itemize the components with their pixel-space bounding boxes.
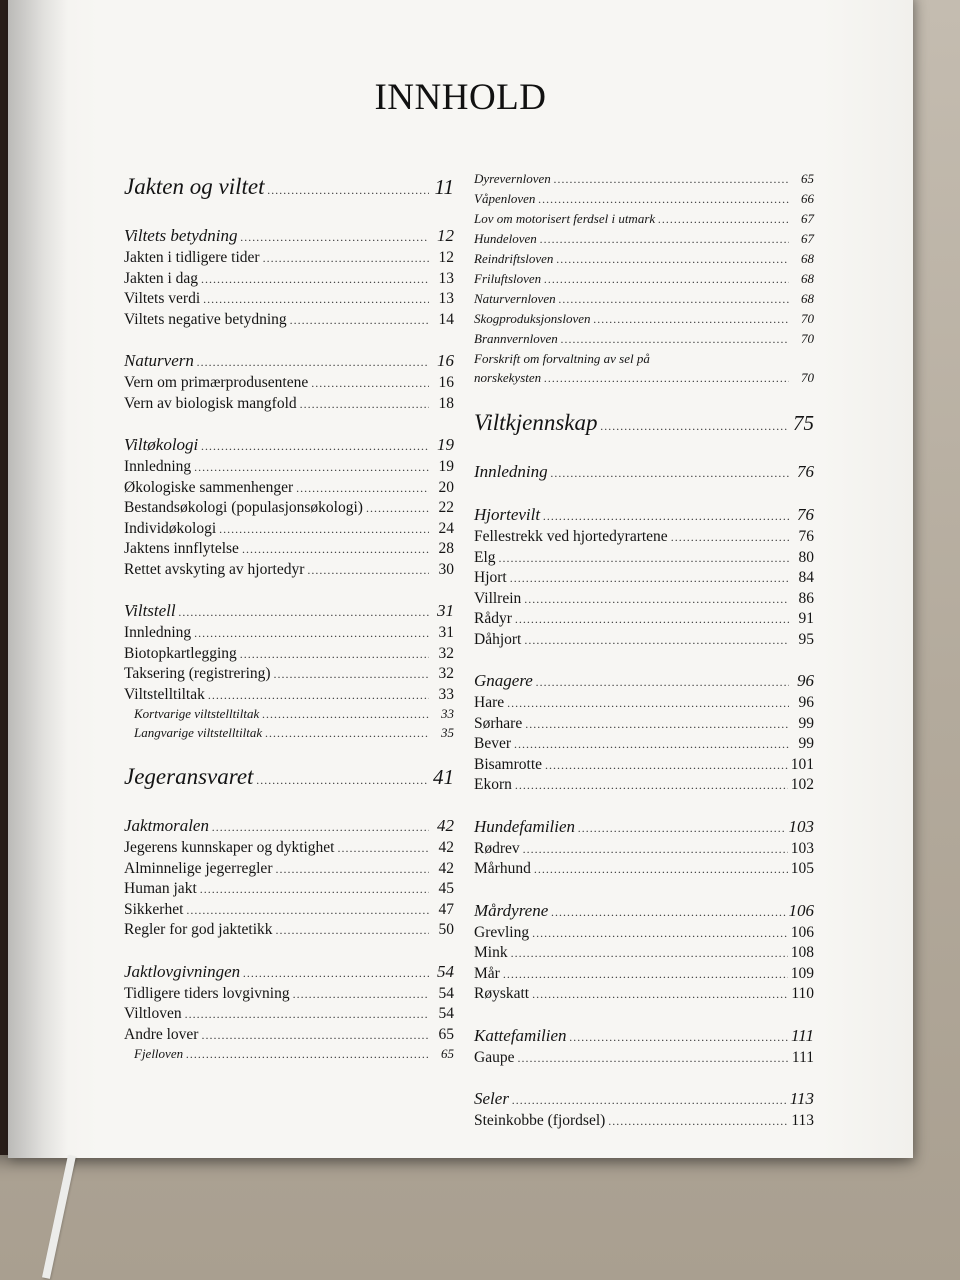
toc-entry-page: 12	[437, 226, 454, 245]
toc-entry-page: 111	[791, 1048, 814, 1066]
toc-entry	[124, 539, 454, 560]
toc-entry-page: 20	[438, 478, 454, 496]
toc-leader-dots	[275, 860, 429, 880]
toc-entry	[474, 670, 814, 693]
toc-entry-page: 22	[438, 499, 454, 516]
toc-entry-title: Sikkerhet	[124, 900, 184, 918]
toc-entry-page: 41	[433, 765, 454, 789]
toc-entry-page: 91	[798, 610, 814, 627]
toc-leader-dots	[524, 631, 789, 651]
toc-leader-dots	[265, 724, 429, 743]
toc-entry	[124, 519, 454, 540]
toc-leader-dots	[203, 290, 429, 310]
toc-entry	[474, 589, 814, 610]
toc-entry	[474, 775, 814, 796]
toc-entry-page: 66	[801, 191, 814, 206]
toc-entry	[474, 755, 814, 776]
toc-entry-title: Viltets negative betydning	[124, 310, 287, 328]
toc-entry-title: Viltstell	[124, 601, 176, 620]
toc-entry-page: 11	[434, 175, 454, 199]
toc-entry-page: 42	[438, 859, 454, 877]
toc-entry	[474, 1025, 814, 1048]
toc-entry-page: 70	[801, 331, 814, 346]
toc-entry	[474, 269, 814, 289]
toc-entry-page: 108	[790, 944, 814, 961]
toc-entry-title: Gnagere	[474, 671, 533, 690]
toc-entry-page: 99	[798, 714, 814, 732]
toc-entry-title: Sørhare	[474, 714, 523, 732]
toc-leader-dots	[311, 374, 429, 394]
toc-entry	[474, 693, 814, 714]
toc-leader-dots	[545, 756, 788, 776]
toc-leader-dots	[200, 880, 429, 900]
toc-entry-page: 80	[798, 548, 814, 566]
toc-leader-dots	[201, 270, 429, 290]
toc-leader-dots	[262, 705, 429, 724]
toc-leader-dots	[293, 985, 429, 1005]
toc-entry-page: 113	[791, 1112, 814, 1129]
toc-entry	[124, 815, 454, 838]
toc-entry-title: Taksering (registrering)	[124, 665, 271, 682]
toc-leader-dots	[554, 170, 789, 189]
toc-entry-title: Friluftsloven	[474, 271, 542, 286]
toc-entry-title: Jegeransvaret	[124, 764, 254, 789]
toc-entry	[474, 461, 814, 484]
toc-entry	[124, 859, 454, 880]
toc-leader-dots	[212, 816, 429, 838]
toc-entry	[124, 920, 454, 941]
toc-entry-title: Fjelloven	[134, 1046, 184, 1061]
toc-entry-page: 109	[790, 964, 814, 982]
toc-entry-title: Rettet avskyting av hjortedyr	[124, 560, 305, 578]
toc-leader-dots	[570, 1026, 788, 1048]
toc-leader-dots	[503, 965, 788, 985]
toc-entry	[474, 309, 814, 329]
toc-entry	[124, 289, 454, 310]
toc-leader-dots	[544, 369, 789, 388]
toc-entry	[124, 600, 454, 623]
toc-leader-dots	[515, 610, 789, 630]
toc-entry-page: 111	[791, 1025, 814, 1045]
toc-entry	[474, 859, 814, 880]
toc-entry-title: Skogproduksjonsloven	[474, 311, 591, 326]
toc-entry-page: 32	[438, 644, 454, 662]
toc-leader-dots	[194, 458, 429, 478]
toc-entry-title: Økologiske sammenhenger	[124, 478, 294, 496]
toc-entry-page: 16	[438, 374, 454, 391]
toc-entry	[474, 289, 814, 309]
toc-entry	[124, 434, 454, 457]
toc-entry-title: Mink	[474, 944, 508, 961]
toc-leader-dots	[561, 330, 789, 349]
toc-leader-dots	[186, 1045, 429, 1064]
toc-entry-page: 33	[438, 685, 454, 703]
toc-entry	[474, 568, 814, 589]
toc-entry-title: Lov om motorisert ferdsel i utmark	[474, 211, 656, 226]
toc-leader-dots	[307, 561, 429, 581]
toc-entry-title: Dåhjort	[474, 630, 522, 648]
toc-entry	[124, 560, 454, 581]
toc-entry	[124, 664, 454, 685]
toc-leader-dots	[538, 190, 789, 209]
book-page	[8, 0, 913, 1158]
toc-leader-dots	[300, 395, 429, 415]
toc-entry	[124, 961, 454, 984]
toc-entry	[124, 310, 454, 331]
toc-entry	[124, 879, 454, 900]
toc-entry-page: 103	[790, 839, 814, 857]
toc-entry	[474, 714, 814, 735]
toc-entry-page: 76	[798, 528, 814, 545]
toc-entry-title: Seler	[474, 1089, 509, 1108]
toc-entry	[474, 189, 814, 209]
toc-entry	[474, 368, 814, 388]
toc-entry-title: Jakten og viltet	[124, 174, 265, 199]
toc-entry	[124, 838, 454, 859]
toc-entry-title: Human jakt	[124, 880, 197, 897]
toc-entry-page: 106	[790, 923, 814, 941]
toc-leader-dots	[551, 901, 785, 923]
toc-entry-title: Bisamrotte	[474, 755, 543, 773]
toc-leader-dots	[201, 435, 429, 457]
toc-entry-page: 84	[798, 569, 814, 586]
toc-entry-page: 96	[798, 694, 814, 711]
toc-entry	[124, 1045, 454, 1064]
toc-leader-dots	[510, 569, 789, 589]
toc-leader-dots	[511, 944, 788, 964]
toc-entry-page: 68	[801, 291, 814, 306]
toc-entry-title: Ekorn	[474, 776, 512, 793]
toc-entry-page: 67	[801, 231, 814, 246]
toc-leader-dots	[242, 540, 429, 560]
toc-entry	[124, 225, 454, 248]
toc-leader-dots	[186, 901, 429, 921]
toc-left-column	[124, 172, 454, 1064]
toc-entry	[124, 373, 454, 394]
toc-leader-dots	[256, 765, 429, 795]
toc-entry-title: Viltkjennskap	[474, 410, 598, 435]
toc-leader-dots	[263, 249, 429, 269]
toc-entry-title: Regler for god jaktetikk	[124, 921, 273, 938]
toc-entry-title: Mår	[474, 964, 500, 982]
toc-entry	[474, 504, 814, 527]
toc-entry	[124, 498, 454, 519]
toc-entry-page: 65	[438, 1025, 454, 1043]
toc-entry-title: Bever	[474, 735, 512, 752]
toc-entry-title: Forskrift om forvaltning av sel på	[474, 351, 650, 366]
toc-entry-page: 19	[437, 435, 454, 454]
toc-leader-dots	[274, 665, 429, 685]
toc-leader-dots	[534, 860, 788, 880]
toc-entry	[124, 1025, 454, 1046]
toc-entry-title: Vern av biologisk mangfold	[124, 394, 297, 412]
toc-entry-page: 68	[801, 251, 814, 266]
toc-entry-page: 86	[798, 589, 814, 607]
toc-entry-page: 54	[438, 984, 454, 1002]
toc-leader-dots	[600, 411, 789, 441]
toc-entry-page: 13	[438, 269, 454, 287]
toc-entry-title: Biotopkartlegging	[124, 644, 237, 662]
toc-entry-title: Naturvernloven	[474, 291, 556, 306]
toc-entry-title: Kortvarige viltstelltiltak	[134, 706, 260, 721]
toc-leader-dots	[532, 985, 788, 1005]
toc-entry	[474, 609, 814, 630]
toc-leader-dots	[532, 924, 788, 944]
toc-entry-title: Elg	[474, 548, 496, 566]
toc-entry-page: 70	[801, 311, 814, 326]
toc-leader-dots	[197, 351, 429, 373]
toc-entry	[124, 705, 454, 724]
toc-leader-dots	[268, 175, 430, 205]
toc-entry-page: 24	[438, 519, 454, 537]
toc-leader-dots	[276, 921, 430, 941]
toc-entry	[124, 984, 454, 1005]
toc-leader-dots	[243, 962, 429, 984]
toc-entry-title: Viltloven	[124, 1005, 182, 1022]
toc-entry-page: 65	[441, 1046, 454, 1061]
toc-entry-page: 16	[437, 351, 454, 370]
toc-entry-page: 19	[438, 458, 454, 475]
toc-entry-page: 33	[441, 706, 454, 721]
toc-entry	[474, 900, 814, 923]
toc-entry-page: 28	[438, 540, 454, 557]
toc-entry-title: Mårdyrene	[474, 900, 549, 920]
toc-entry	[124, 685, 454, 706]
toc-leader-dots	[594, 310, 790, 329]
toc-entry-page: 96	[797, 671, 814, 690]
toc-entry-title: Andre lover	[124, 1025, 199, 1043]
toc-leader-dots	[658, 210, 789, 229]
toc-entry-page: 13	[438, 290, 454, 307]
toc-entry-page: 70	[801, 370, 814, 385]
toc-entry-page: 95	[798, 630, 814, 648]
toc-leader-dots	[507, 694, 789, 714]
toc-leader-dots	[671, 528, 789, 548]
toc-entry-page: 101	[790, 755, 814, 773]
toc-entry-title: Hjortevilt	[474, 505, 541, 524]
toc-entry-title: Våpenloven	[474, 191, 536, 206]
toc-entry-title: Viltets verdi	[124, 290, 201, 307]
toc-leader-dots	[556, 250, 789, 269]
toc-entry-page: 30	[438, 560, 454, 578]
toc-entry	[124, 248, 454, 269]
toc-entry-page: 99	[798, 735, 814, 752]
toc-entry-page: 31	[438, 624, 454, 641]
toc-entry-title: Innledning	[124, 624, 192, 641]
toc-entry	[474, 734, 814, 755]
toc-entry	[124, 1004, 454, 1025]
toc-entry-title: Innledning	[124, 458, 192, 475]
toc-leader-dots	[179, 601, 429, 623]
toc-entry-title: Bestandsøkologi (populasjonsøkologi)	[124, 499, 363, 516]
toc-entry-page: 110	[791, 985, 814, 1002]
toc-entry	[474, 408, 814, 441]
toc-leader-dots	[517, 1049, 788, 1069]
toc-entry	[124, 457, 454, 478]
toc-leader-dots	[524, 590, 789, 610]
toc-entry-page: 54	[438, 1005, 454, 1022]
toc-entry-title: Langvarige viltstelltiltak	[134, 724, 263, 740]
toc-entry-page: 103	[788, 816, 814, 836]
toc-entry	[124, 623, 454, 644]
toc-entry-title: Grevling	[474, 923, 530, 941]
toc-leader-dots	[536, 671, 789, 693]
toc-leader-dots	[559, 290, 789, 309]
toc-leader-dots	[219, 520, 429, 540]
toc-entry-title: Tidligere tiders lovgivning	[124, 984, 290, 1002]
toc-entry-page: 47	[438, 900, 454, 918]
toc-leader-dots	[499, 549, 789, 569]
toc-entry-page: 102	[790, 776, 814, 793]
page-gutter-shadow	[8, 0, 68, 1158]
toc-leader-dots	[544, 270, 789, 289]
toc-entry	[124, 724, 454, 743]
toc-entry-title: Røyskatt	[474, 985, 530, 1002]
toc-right-column	[474, 169, 814, 1132]
toc-leader-dots	[185, 1005, 429, 1025]
toc-leader-dots	[512, 1089, 787, 1111]
toc-entry-title: Brannvernloven	[474, 331, 558, 346]
toc-leader-dots	[608, 1112, 788, 1132]
toc-entry	[474, 527, 814, 548]
toc-entry-page: 75	[793, 411, 814, 435]
toc-entry	[474, 816, 814, 839]
toc-entry-page: 32	[438, 665, 454, 682]
toc-entry-title: Hare	[474, 694, 505, 711]
toc-entry	[474, 1088, 814, 1111]
toc-leader-dots	[296, 479, 429, 499]
toc-leader-dots	[515, 776, 788, 796]
toc-leader-dots	[514, 735, 789, 755]
toc-entry	[124, 900, 454, 921]
toc-entry-title: Hundefamilien	[474, 816, 576, 836]
toc-entry	[474, 984, 814, 1005]
toc-entry	[474, 209, 814, 229]
toc-entry-page: 18	[438, 394, 454, 412]
toc-entry	[474, 923, 814, 944]
toc-leader-dots	[525, 715, 789, 735]
toc-entry-title: Mårhund	[474, 860, 531, 877]
toc-leader-dots	[240, 226, 429, 248]
toc-entry-title: Rådyr	[474, 610, 512, 627]
toc-entry	[124, 478, 454, 499]
toc-entry	[124, 269, 454, 290]
toc-entry-page: 31	[437, 601, 454, 620]
toc-entry-title: Viltstelltiltak	[124, 685, 205, 703]
toc-leader-dots	[366, 499, 429, 519]
toc-entry-title: Jaktens innflytelse	[124, 540, 239, 557]
toc-entry-title: Fellestrekk ved hjortedyrartene	[474, 528, 668, 545]
toc-leader-dots	[201, 1026, 429, 1046]
toc-entry-title: Kattefamilien	[474, 1025, 567, 1045]
toc-leader-dots	[208, 686, 429, 706]
toc-leader-dots	[194, 624, 429, 644]
toc-entry	[474, 349, 814, 368]
toc-entry-title: Vern om primærprodusentene	[124, 374, 309, 391]
toc-entry	[474, 329, 814, 349]
toc-entry-title: Innledning	[474, 462, 548, 481]
toc-entry-title: Gaupe	[474, 1048, 515, 1066]
toc-entry-page: 45	[438, 880, 454, 897]
toc-entry-title: Jegerens kunnskaper og dyktighet	[124, 839, 335, 856]
toc-entry	[474, 839, 814, 860]
toc-entry	[124, 172, 454, 205]
toc-entry-title: Alminnelige jegerregler	[124, 859, 273, 877]
toc-entry-page: 42	[438, 839, 454, 856]
toc-entry	[474, 169, 814, 189]
toc-entry-title: Rødrev	[474, 839, 520, 857]
toc-entry-title: Jaktlovgivningen	[124, 961, 241, 981]
toc-leader-dots	[540, 230, 789, 249]
toc-entry	[474, 249, 814, 269]
toc-entry-title: Viltøkologi	[124, 435, 199, 454]
toc-leader-dots	[240, 645, 429, 665]
toc-entry-page: 65	[801, 171, 814, 186]
toc-entry-page: 67	[801, 211, 814, 226]
toc-entry	[474, 630, 814, 651]
toc-leader-dots	[523, 840, 788, 860]
toc-entry-page: 68	[801, 271, 814, 286]
toc-entry-title: Individøkologi	[124, 519, 217, 537]
toc-entry-title: Steinkobbe (fjordsel)	[474, 1112, 606, 1129]
toc-leader-dots	[290, 311, 429, 331]
toc-entry-page: 42	[437, 816, 454, 835]
toc-entry	[124, 644, 454, 665]
toc-entry-page: 113	[789, 1089, 814, 1108]
toc-entry	[474, 964, 814, 985]
toc-entry-title: Jakten i tidligere tider	[124, 249, 260, 266]
toc-entry-title: Hundeloven	[474, 231, 537, 246]
toc-leader-dots	[551, 462, 789, 484]
toc-entry-title: Jakten i dag	[124, 269, 199, 287]
toc-entry-page: 106	[788, 900, 814, 920]
toc-entry	[124, 394, 454, 415]
toc-entry-page: 35	[441, 724, 454, 740]
toc-entry-page: 50	[438, 921, 454, 938]
toc-leader-dots	[338, 839, 430, 859]
toc-entry-page: 105	[790, 860, 814, 877]
toc-entry	[474, 548, 814, 569]
toc-entry-page: 12	[438, 249, 454, 266]
toc-entry	[124, 350, 454, 373]
toc-entry	[474, 1048, 814, 1069]
toc-entry-page: 76	[797, 462, 814, 481]
toc-entry-title: Jaktmoralen	[124, 816, 209, 835]
toc-entry-title: Dyrevernloven	[474, 171, 551, 186]
toc-entry-page: 76	[797, 505, 814, 524]
toc-entry	[124, 762, 454, 795]
toc-entry-title: Reindriftsloven	[474, 251, 554, 266]
toc-leader-dots	[578, 817, 785, 839]
toc-entry-title: Hjort	[474, 569, 507, 586]
toc-entry-title: norskekysten	[474, 370, 542, 385]
toc-leader-dots	[543, 505, 789, 527]
toc-entry	[474, 1111, 814, 1132]
toc-entry	[474, 943, 814, 964]
page-title: INNHOLD	[374, 77, 547, 118]
toc-entry-title: Naturvern	[124, 351, 194, 370]
toc-entry	[474, 229, 814, 249]
toc-entry-page: 54	[437, 961, 454, 981]
toc-entry-title: Viltets betydning	[124, 226, 238, 245]
toc-entry-page: 14	[438, 310, 454, 328]
toc-entry-title: Villrein	[474, 589, 522, 607]
